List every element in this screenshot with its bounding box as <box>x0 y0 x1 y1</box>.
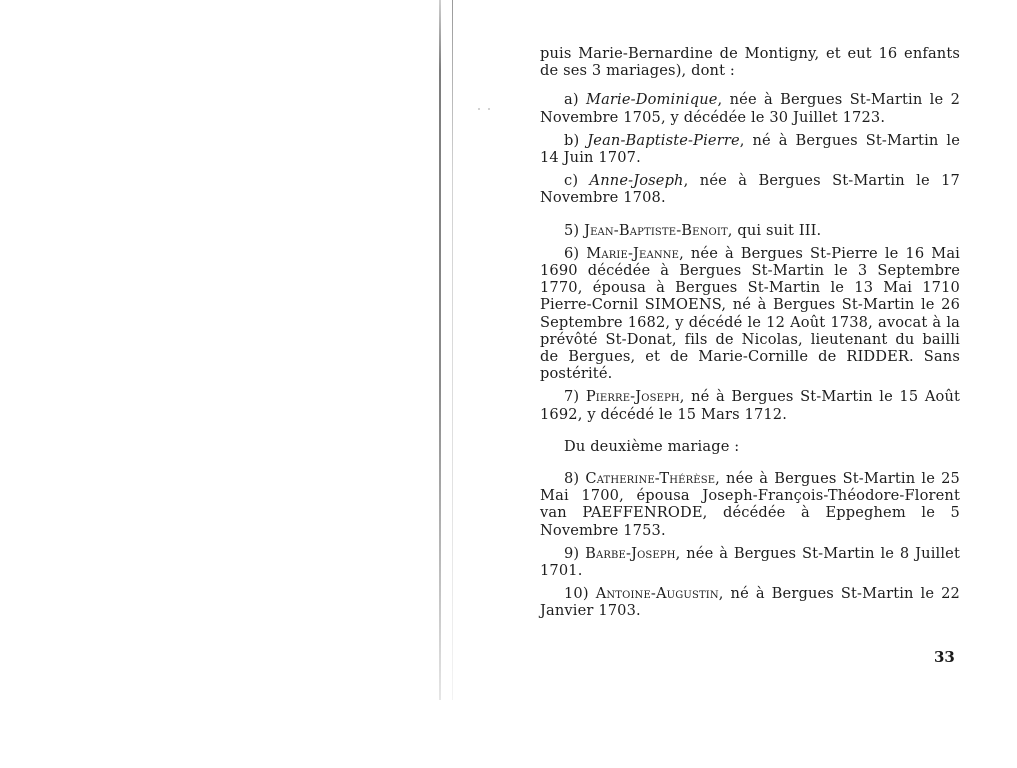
intro-paragraph: puis Marie-Bernardine de Montigny, et eut 16 enfants de ses 3 mariages), dont : <box>540 45 960 80</box>
entry-10 <box>540 585 960 619</box>
entry-text: , née à Bergues St-Martin le 8 Juillet 1701. <box>540 544 960 580</box>
entry-a <box>540 91 960 125</box>
entry-name: Barbe-Joseph <box>585 544 676 562</box>
entry-prefix: c) <box>564 172 590 190</box>
entry-name: Anne-Joseph <box>589 172 684 190</box>
entry-prefix: 6) <box>564 244 587 262</box>
binding-gutter-line <box>439 0 441 700</box>
entry-c <box>540 172 960 206</box>
entry-b <box>540 132 960 166</box>
entry-text: , né à Bergues St-Martin le 14 Juin 1707. <box>540 131 960 167</box>
entry-6 <box>540 245 960 383</box>
page-number: 33 <box>934 648 955 666</box>
entry-prefix: 9) <box>564 544 586 562</box>
entry-name: Antoine-Augustin <box>595 585 719 603</box>
entry-9 <box>540 545 960 579</box>
entry-prefix: a) <box>564 91 586 109</box>
entry-prefix: b) <box>564 131 588 149</box>
scan-speck <box>478 108 480 110</box>
entry-prefix: 10) <box>564 585 596 603</box>
scan-speck <box>488 108 490 110</box>
entry-text: , née à Bergues St-Martin le 25 Mai 1700, épousa Joseph-François-Théodore-Florent van PAEFFENRODE, décédée à Eppeghem le 5 Novembre 1753. <box>540 470 960 539</box>
entry-text: , né à Bergues St-Martin le 22 Janvier 1703. <box>540 585 960 620</box>
entry-7 <box>540 388 960 422</box>
entry-name: Jean-Baptiste-Pierre <box>587 131 740 149</box>
entry-text: , née à Bergues St-Martin le 2 Novembre 1705, y décédée le 30 Juillet 1723. <box>540 91 960 126</box>
book-page-text <box>540 45 960 620</box>
entry-name: Marie-Dominique <box>585 91 718 109</box>
entry-text: , née à Bergues St-Pierre le 16 Mai 1690 décédée à Bergues St-Martin le 3 Septembre 1770, épousa à Bergues St-Martin le 13 Mai 1710 Pierre-Cornil SIMOENS, né à Bergues St-Martin le 26 Septembre 1682, y décédé le 12 Août 1738, avocat à la prévôté St-Donat, fils de Nicolas, lieutenant du bailli de Bergues, et de Marie-Cornille de RIDDER. Sans postérité. <box>540 244 960 383</box>
binding-gutter-line-inner <box>452 0 453 700</box>
entry-name: Pierre-Joseph <box>585 388 680 406</box>
entry-name: Marie-Jeanne <box>586 244 680 262</box>
entry-prefix: 8) <box>564 470 586 488</box>
entry-text: , qui suit III. <box>727 221 822 239</box>
section-heading: Du deuxième mariage : <box>564 437 740 455</box>
entry-name: Jean-Baptiste-Benoit <box>584 221 728 239</box>
entry-5 <box>540 222 960 239</box>
entry-prefix: 5) <box>564 221 585 239</box>
entry-text: , né à Bergues St-Martin le 15 Août 1692, y décédé le 15 Mars 1712. <box>540 388 961 423</box>
entry-name: Catherine-Thérèse <box>585 470 716 488</box>
entry-prefix: 7) <box>564 388 586 406</box>
entry-text: , née à Bergues St-Martin le 17 Novembre 1708. <box>540 172 960 207</box>
entry-8 <box>540 470 960 539</box>
